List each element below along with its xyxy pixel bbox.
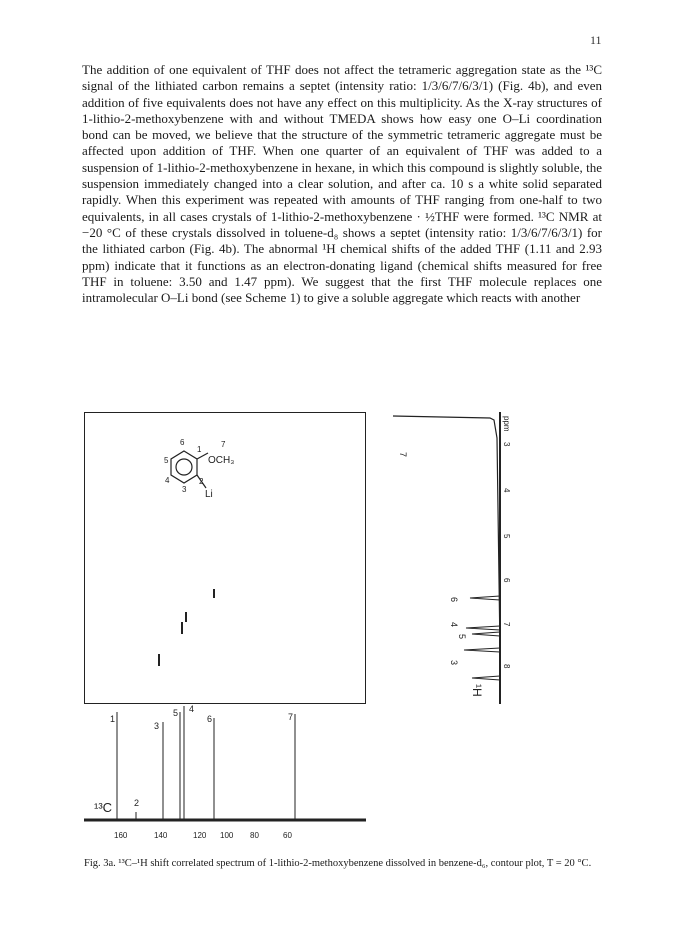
- h1-tick: 4: [502, 488, 511, 493]
- c13-tick: 140: [154, 831, 168, 840]
- c13-tick: 60: [283, 831, 292, 840]
- contour-peaks: [159, 589, 214, 666]
- c13-spectrum: [84, 704, 366, 840]
- c13-peak-label: 4: [189, 704, 195, 714]
- h1-tick: 8: [502, 664, 511, 669]
- h1-peak: [464, 648, 500, 652]
- h1-peak: [472, 632, 500, 636]
- body-paragraph: The addition of one equivalent of THF does not affect the tetrameric aggregation state as the ¹³C signal of the lithiated carbon remains a septet (intensity ratio: 1/3/6/7/6/3/1) (Fig. 4b), and even addition of five equivalents does not have any effect on this multiplicity. As the X-ray structures of 1-lithio-2-methoxybenzene with and without TMEDA shows how easy one O–Li coordination bond can be moved, we believe that the structure of the symmetric tetrameric aggregate must be affected upon addition of THF. When one quarter of an equivalent of THF was added to a suspension of 1-lithio-2-methoxybenzene in hexane, in which this compound is slightly soluble, the suspension immediately changed into a clear solution, and after ca. 10 s a white solid separated rapidly. When this experiment was repeated with amounts of THF ranging from one-half to two equivalents, in all cases crystals of 1-lithio-2-methoxybenzene · ½THF were formed. ¹³C NMR at −20 °C of these crystals dissolved in toluene-d₈ shows a septet (intensity ratio: 1/3/6/7/6/3/1) for the lithiated carbon (Fig. 4b). The abnormal ¹H chemical shifts of the added THF (1.11 and 2.93 ppm) indicate that it functions as an electron-donating ligand (chemical shifts measured for free THF in toluene: 3.50 and 1.47 ppm). We suggest that the first THF molecule replaces one intramolecular O–Li bond (see Scheme 1) to give a soluble aggregate which reacts with another: [82, 62, 602, 306]
- figure-caption: Fig. 3a. ¹³C–¹H shift correlated spectrum of 1-lithio-2-methoxybenzene dissolved in benzene-d₆, contour plot, T = 20 °C.: [84, 858, 592, 869]
- h1-peaks: [464, 596, 500, 680]
- c13-peaks: [117, 706, 295, 820]
- atom-number: 2: [199, 477, 204, 486]
- c13-tick: 80: [250, 831, 259, 840]
- h1-peak-label: 7: [398, 452, 408, 458]
- c13-peak-label: 2: [134, 798, 140, 808]
- h1-tick: 3: [502, 442, 511, 447]
- atom-number: 1: [197, 445, 202, 454]
- benzene-ring: [171, 451, 197, 483]
- page-number: 11: [590, 33, 602, 47]
- c13-tick: 100: [220, 831, 234, 840]
- h1-tick: 6: [502, 578, 511, 583]
- ppm-label: ppm: [502, 416, 511, 432]
- c13-tick: 120: [193, 831, 207, 840]
- c13-peak-label: 5: [173, 708, 179, 718]
- h1-peak: [466, 626, 500, 630]
- atom-number: 5: [164, 456, 169, 465]
- h1-tick: 5: [502, 534, 511, 539]
- atom-number: 3: [182, 485, 187, 494]
- h1-peak: [472, 676, 500, 680]
- atom-number: 4: [165, 476, 170, 485]
- h1-peak-label: 4: [449, 622, 459, 628]
- h1-spectrum: [393, 412, 511, 704]
- c13-peak-label: 3: [154, 721, 160, 731]
- h1-peak-label: 3: [449, 660, 459, 666]
- c13-peak-label: 6: [207, 714, 213, 724]
- atom-number: 7: [221, 440, 226, 449]
- h1-tick: 7: [502, 622, 511, 627]
- c13-axis-label: ¹³C: [94, 800, 113, 815]
- h1-peak-label: 5: [457, 634, 467, 640]
- c13-tick: 160: [114, 831, 128, 840]
- c13-peak-label: 7: [288, 712, 294, 722]
- atom-number: 6: [180, 438, 185, 447]
- och3-label: OCH₃: [208, 455, 235, 466]
- h1-peak-label: 6: [449, 597, 459, 603]
- h1-trace: [393, 416, 500, 704]
- h1-tick-labels: [502, 442, 511, 669]
- h1-axis-label: ¹H: [470, 684, 484, 697]
- c13-tick-labels: [114, 831, 292, 840]
- c13-peak-label: 1: [110, 714, 116, 724]
- li-label: Li: [205, 489, 213, 500]
- h1-peak: [470, 596, 500, 600]
- aromatic-circle: [176, 459, 192, 475]
